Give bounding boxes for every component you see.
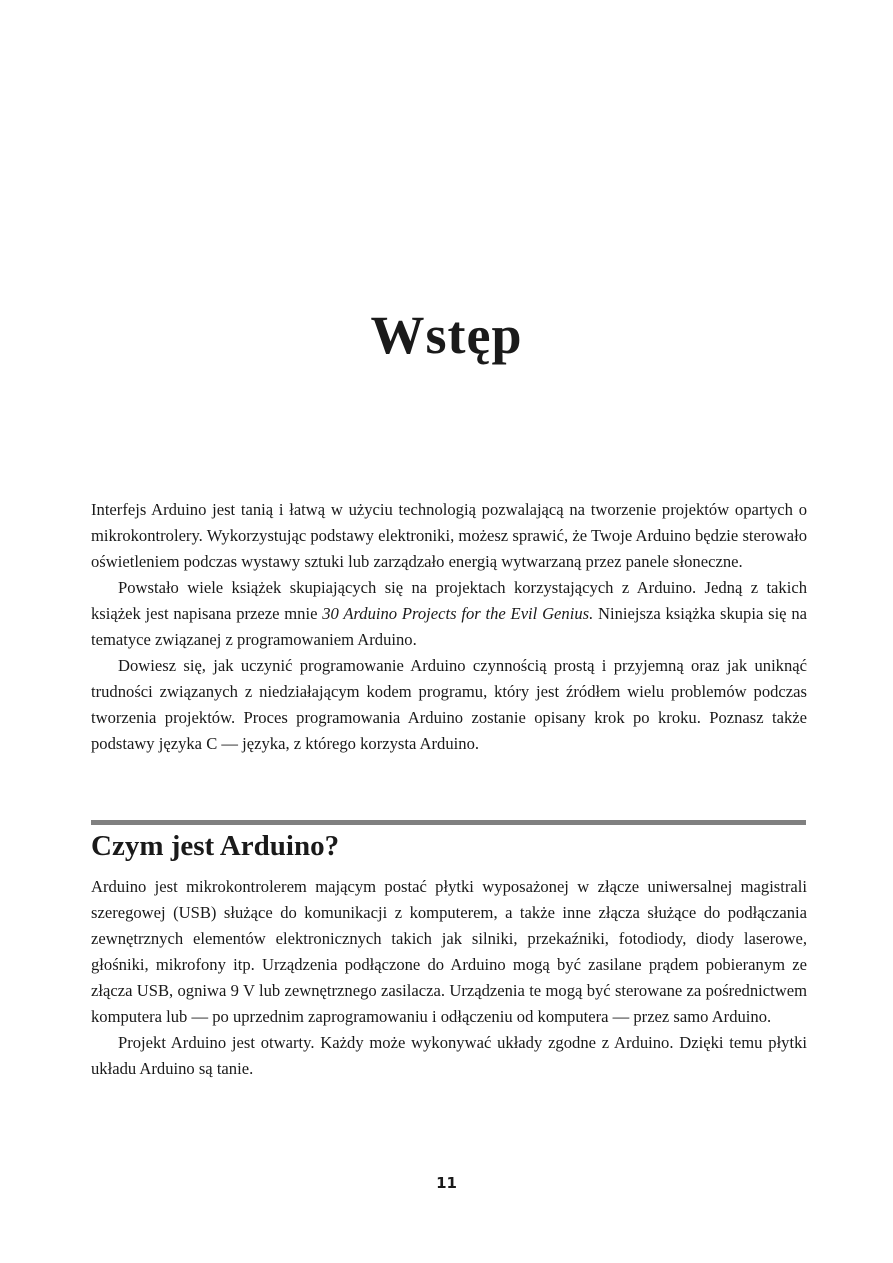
book-title-reference: 30 Arduino Projects for the Evil Genius. [322,604,594,623]
section-heading: Czym jest Arduino? [91,830,340,862]
intro-paragraph-3: Dowiesz się, jak uczynić programowanie Arduino czynnością prostą i przyjemną oraz jak uniknąć trudności związanych z niedziałającym kodem programu, który jest źródłem wielu problemów podczas tworzenia projektów. Proces programowania Arduino zostanie opisany krok po kroku. Poznasz także podstawy języka C — języka, z którego korzysta Arduino. [91,656,807,753]
intro-text [91,497,807,757]
intro-paragraph-2 [91,575,807,653]
chapter-title: Wstęp [370,305,523,365]
intro-paragraph-2-end: Niniejsza książka skupia się na tematyce związanej z programowaniem Arduino. [91,604,807,649]
section-paragraph-1: Arduino jest mikrokontrolerem mającym postać płytki wyposażonej w złącze uniwersalnej magistrali szeregowej (USB) służące do komunikacji z komputerem, a także inne złącza służące do podłączania zewnętrznych elementów elektronicznych takich jak silniki, przekaźniki, fotodiody, diody laserowe, głośniki, mikrofony itp. Urządzenia podłączone do Arduino mogą być zasilane prądem pobieranym ze złącza USB, ogniwa 9 V lub zewnętrznego zasilacza. Urządzenia te mogą być sterowane za pośrednictwem komputera lub — po uprzednim zaprogramowaniu i odłączeniu od komputera — przez samo Arduino. [91,877,807,1026]
section-divider [91,820,806,825]
section-paragraph-2: Projekt Arduino jest otwarty. Każdy może wykonywać układy zgodne z Arduino. Dzięki temu płytki układu Arduino są tanie. [91,1033,807,1078]
section-text [91,874,807,1082]
intro-paragraph-2-start: Powstało wiele książek skupiających się na projektach korzystających z Arduino. Jedną z takich książek jest napisana przeze mnie [91,578,807,623]
intro-paragraph-1: Interfejs Arduino jest tanią i łatwą w użyciu technologią pozwalającą na tworzenie projektów opartych o mikrokontrolery. Wykorzystując podstawy elektroniki, możesz sprawić, że Twoje Arduino będzie sterowało oświetleniem podczas wystawy sztuki lub zarządzało energią wytwarzaną przez panele słoneczne. [91,500,807,571]
page-number: 11 [436,1174,457,1192]
